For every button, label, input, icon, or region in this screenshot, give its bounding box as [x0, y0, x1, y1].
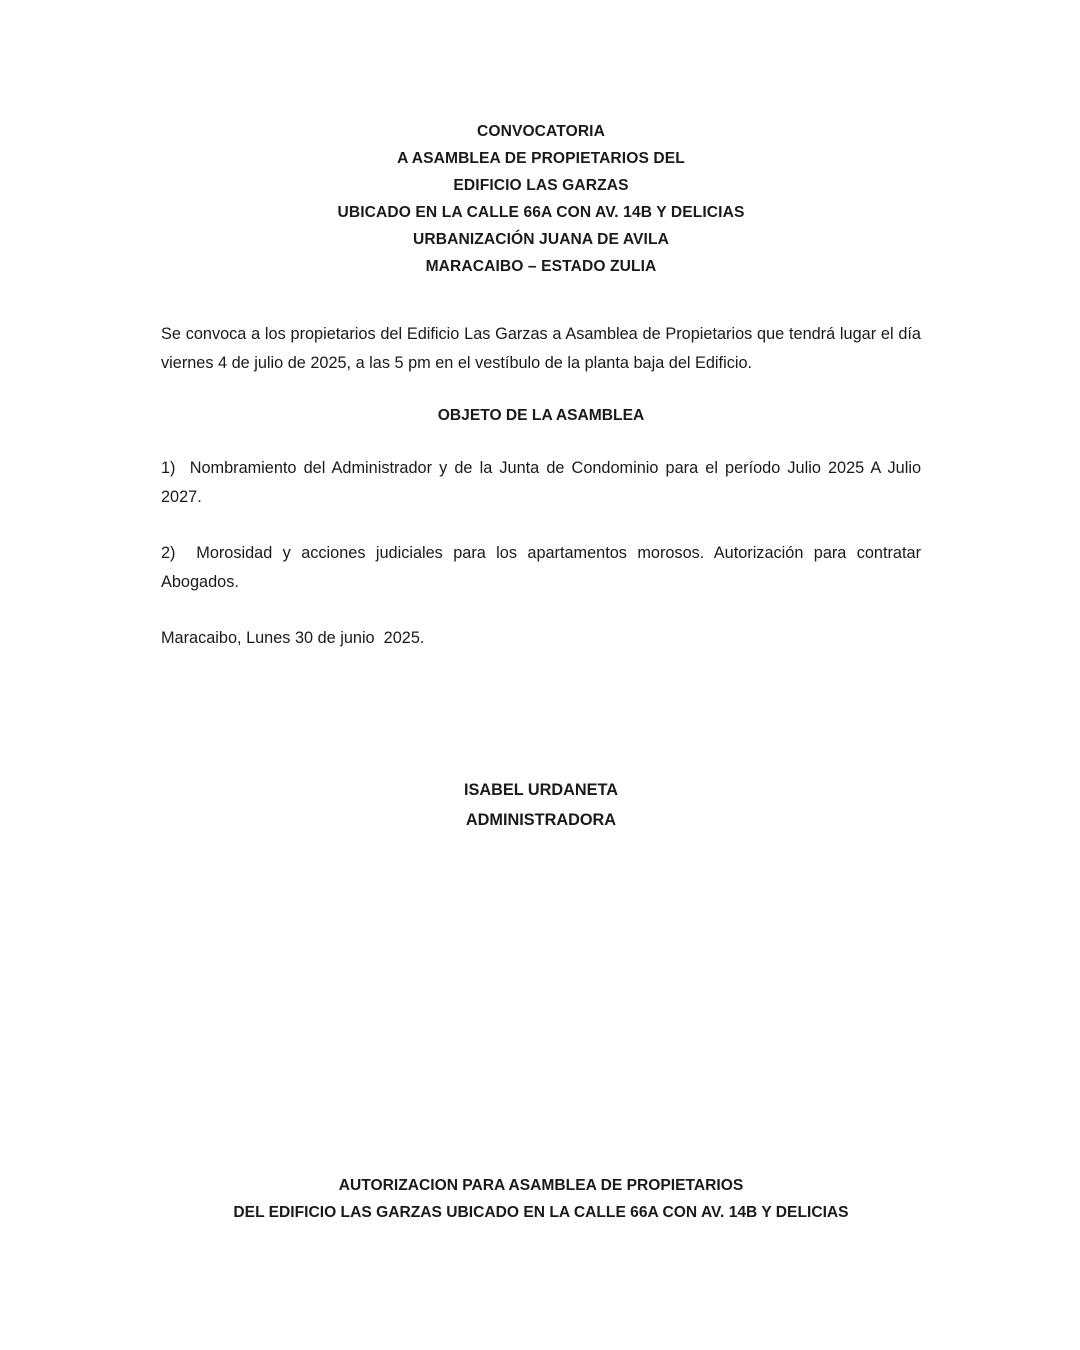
heading-line-neighborhood: URBANIZACIÓN JUANA DE AVILA — [413, 231, 669, 248]
intro-paragraph: Se convoca a los propietarios del Edificio Las Garzas a Asamblea de Propietarios que tendrá lugar el día viernes 4 de julio de 2025, a las 5 pm en el vestíbulo de la planta baja del Edificio. — [161, 325, 926, 372]
date-line: Maracaibo, Lunes 30 de junio 2025. — [161, 629, 425, 647]
heading-line-building: EDIFICIO LAS GARZAS — [453, 177, 629, 194]
heading-line-subject: A ASAMBLEA DE PROPIETARIOS DEL — [397, 150, 685, 167]
heading-line-city-state: MARACAIBO – ESTADO ZULIA — [425, 258, 657, 275]
signatory-role: ADMINISTRADORA — [465, 811, 617, 829]
footer-line-authorization: AUTORIZACION PARA ASAMBLEA DE PROPIETARIOS — [338, 1177, 744, 1194]
signatory-name: ISABEL URDANETA — [463, 781, 619, 799]
document-content — [161, 0, 926, 835]
agenda-item-2: 2) Morosidad y acciones judiciales para los apartamentos morosos. Autorización para contratar Abogados. — [161, 544, 925, 591]
document-heading-block — [161, 0, 921, 280]
footer-line-building-address: DEL EDIFICIO LAS GARZAS UBICADO EN LA CALLE 66A CON AV. 14B Y DELICIAS — [233, 1204, 849, 1221]
heading-line-address: UBICADO EN LA CALLE 66A CON AV. 14B Y DELICIAS — [337, 204, 745, 221]
footer-block — [161, 1172, 921, 1226]
signature-block — [161, 653, 921, 835]
heading-line-title: CONVOCATORIA — [477, 123, 605, 140]
section-title-objeto: OBJETO DE LA ASAMBLEA — [437, 407, 645, 424]
agenda-item-1: 1) Nombramiento del Administrador y de la Junta de Condominio para el período Julio 2025 A Julio 2027. — [161, 459, 926, 506]
